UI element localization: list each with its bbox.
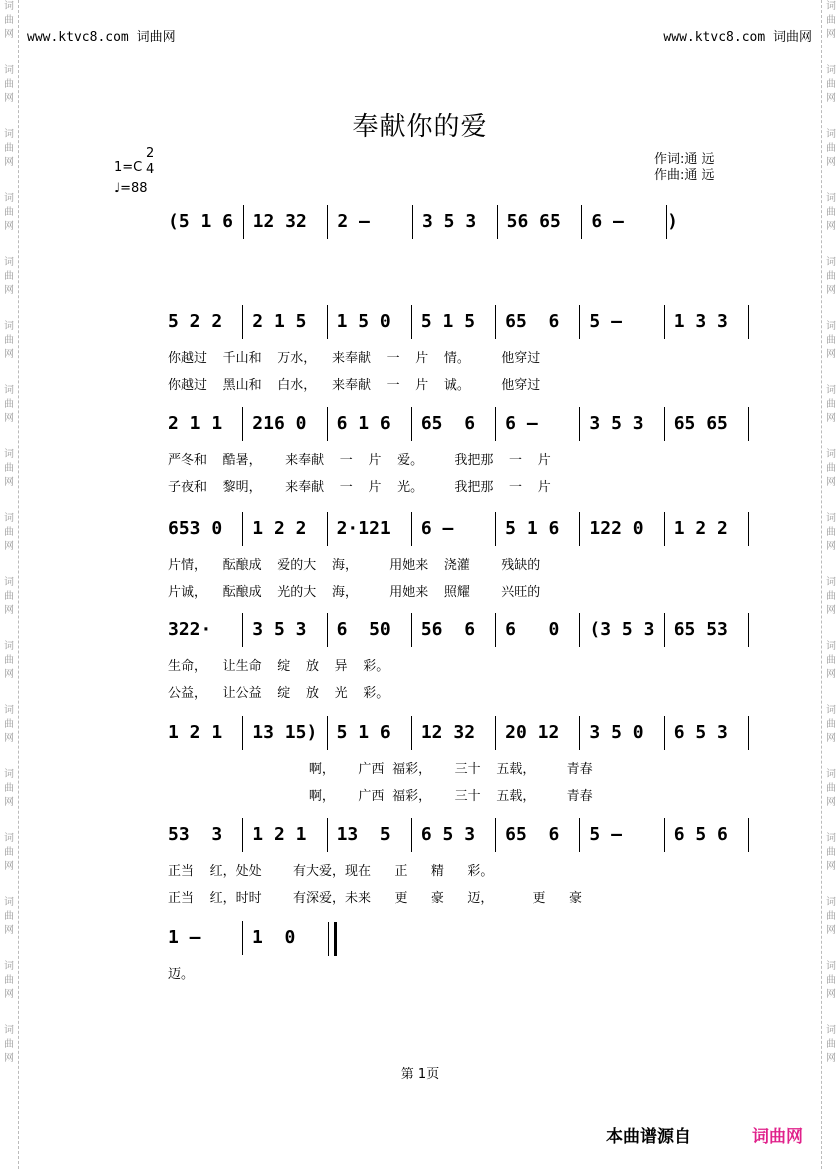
barline — [495, 407, 496, 441]
barline — [664, 818, 665, 852]
lyric-line: 迈。 — [168, 967, 195, 982]
barline — [327, 818, 328, 852]
lyric-line: 片情， 酝酿成 爱的大 海， 用她来 浇灌 残缺的 — [168, 558, 541, 573]
barline — [664, 716, 665, 750]
barline — [748, 512, 749, 546]
watermark-text: 词 曲 网 — [4, 577, 14, 616]
barline — [748, 613, 749, 647]
score-line — [160, 205, 760, 239]
lyric-line: 生命， 让生命 绽 放 异 彩。 — [168, 659, 390, 674]
barline — [242, 921, 243, 955]
barline — [579, 512, 580, 546]
watermark-text: 词 曲 网 — [4, 769, 14, 808]
measure: 1 – — [168, 927, 201, 948]
barline — [666, 205, 667, 239]
barline — [579, 716, 580, 750]
watermark-text: 词 曲 网 — [826, 705, 836, 744]
measure: 322· — [168, 619, 212, 640]
watermark-text: 词 曲 网 — [826, 833, 836, 872]
measure: 13 5 — [336, 824, 391, 845]
barline — [664, 512, 665, 546]
measure: 1 5 0 — [336, 311, 391, 332]
measure: 6 – ) — [591, 211, 679, 232]
lyric-line: 严冬和 酷暑， 来奉献 一 片 爱。 我把那 一 片 — [168, 453, 551, 468]
measure: 5 1 6 — [505, 518, 560, 539]
lyric-line: 你越过 黑山和 白水， 来奉献 一 片 诚。 他穿过 — [168, 378, 541, 393]
tempo-value: =88 — [120, 181, 148, 196]
barline — [327, 305, 328, 339]
barline — [242, 305, 243, 339]
time-signature — [146, 146, 154, 178]
measure: 6 1 6 — [336, 413, 391, 434]
measure: 5 1 6 — [336, 722, 391, 743]
barline — [242, 512, 243, 546]
measure: 6 – — [505, 413, 538, 434]
watermark-text: 词 曲 网 — [826, 769, 836, 808]
measure: 65 6 — [505, 824, 560, 845]
watermark-text: 词 曲 网 — [826, 449, 836, 488]
measure: 3 5 0 — [589, 722, 644, 743]
watermark-text: 词 曲 网 — [826, 129, 836, 168]
watermark-text: 词 曲 网 — [826, 513, 836, 552]
composer: 作曲:通 远 — [654, 168, 715, 183]
watermark-text: 词 曲 网 — [4, 961, 14, 1000]
watermark-text: 词 曲 网 — [826, 193, 836, 232]
watermark-text: 词 曲 网 — [4, 129, 14, 168]
measure: 2 1 5 — [252, 311, 307, 332]
barline — [495, 305, 496, 339]
quarter-note-icon: ♩ — [114, 181, 121, 196]
lyricist: 作词:通 远 — [654, 152, 715, 167]
score-line — [160, 407, 760, 441]
score-line — [160, 921, 760, 955]
watermark-text: 词 曲 网 — [826, 257, 836, 296]
source-brand[interactable]: 词曲网 — [752, 1127, 803, 1147]
page-number: 第 1页 — [400, 1067, 440, 1082]
measure: 2 1 1 — [168, 413, 223, 434]
watermark-text: 词 曲 网 — [4, 65, 14, 104]
barline — [495, 716, 496, 750]
barline — [411, 305, 412, 339]
score-line — [160, 818, 760, 852]
measure: 65 6 — [505, 311, 560, 332]
barline — [411, 818, 412, 852]
watermark-text: 词 曲 网 — [4, 897, 14, 936]
song-title: 奉献你的爱 — [352, 112, 488, 142]
barline — [748, 716, 749, 750]
barline — [579, 818, 580, 852]
barline — [411, 407, 412, 441]
barline — [242, 716, 243, 750]
watermark-text: 词 曲 网 — [4, 449, 14, 488]
measure: 5 – — [589, 824, 622, 845]
time-bottom: 4 — [146, 162, 155, 177]
measure: 6 5 3 — [673, 722, 728, 743]
barline — [495, 512, 496, 546]
lyric-line: 片诚， 酝酿成 光的大 海， 用她来 照耀 兴旺的 — [168, 585, 541, 600]
measure: 3 5 3 — [422, 211, 477, 232]
barline — [579, 613, 580, 647]
barline — [327, 716, 328, 750]
watermark-text: 词 曲 网 — [826, 321, 836, 360]
watermark-text: 词 曲 网 — [4, 833, 14, 872]
measure: (5 1 6 — [168, 211, 234, 232]
watermark-text: 词 曲 网 — [4, 641, 14, 680]
watermark-text: 词 曲 网 — [826, 1, 836, 40]
measure: 13 15) — [252, 722, 318, 743]
measure: 6 – — [420, 518, 454, 539]
measure: 1 0 — [252, 927, 296, 948]
left-watermark-strip — [0, 0, 19, 1169]
measure: 216 0 — [252, 413, 307, 434]
lyric-line: 正当 红，处处 有大爱，现在 正 精 彩。 — [168, 864, 494, 879]
watermark-text: 词 曲 网 — [4, 321, 14, 360]
barline — [411, 512, 412, 546]
measure: 1 3 3 — [673, 311, 728, 332]
barline — [495, 613, 496, 647]
score-line — [160, 305, 760, 339]
measure: 12 32 — [252, 211, 307, 232]
lyric-line: 你越过 千山和 万水， 来奉献 一 片 情。 他穿过 — [168, 351, 541, 366]
measure: 5 1 5 — [420, 311, 476, 332]
barline — [327, 205, 328, 239]
lyric-line: 正当 红，时时 有深爱，未来 更 豪 迈， 更 豪 — [168, 891, 583, 906]
watermark-text: 词 曲 网 — [826, 385, 836, 424]
time-top: 2 — [146, 146, 155, 161]
watermark-text: 词 曲 网 — [826, 577, 836, 616]
barline — [579, 305, 580, 339]
measure: 2 – — [337, 211, 370, 232]
barline — [243, 205, 244, 239]
measure: 6 0 — [505, 619, 560, 640]
barline — [748, 818, 749, 852]
watermark-text: 词 曲 网 — [4, 1, 14, 40]
barline — [327, 512, 328, 546]
measure: 65 53 — [673, 619, 728, 640]
watermark-text: 词 曲 网 — [4, 705, 14, 744]
lyric-line: 子夜和 黎明， 来奉献 一 片 光。 我把那 一 片 — [168, 480, 551, 495]
score-line — [160, 716, 760, 750]
measure: 3 5 3 — [252, 619, 307, 640]
barline — [327, 613, 328, 647]
watermark-text: 词 曲 网 — [4, 513, 14, 552]
final-barline — [328, 922, 337, 956]
measure: 56 6 — [420, 619, 476, 640]
barline — [581, 205, 582, 239]
barline — [411, 716, 412, 750]
measure: 12 32 — [420, 722, 476, 743]
barline — [242, 818, 243, 852]
measure: 20 12 — [505, 722, 560, 743]
barline — [748, 407, 749, 441]
watermark-text: 词 曲 网 — [826, 1025, 836, 1064]
measure: 6 5 6 — [673, 824, 728, 845]
barline — [242, 407, 243, 441]
credits — [654, 152, 715, 184]
measure: 6 5 3 — [420, 824, 476, 845]
watermark-text: 词 曲 网 — [4, 193, 14, 232]
measure: (3 5 3 — [589, 619, 655, 640]
measure: 653 0 — [168, 518, 223, 539]
barline — [579, 407, 580, 441]
measure: 1 2 2 — [252, 518, 307, 539]
key-signature: 1=C — [114, 160, 143, 175]
score-line — [160, 613, 760, 647]
measure: 65 65 — [673, 413, 728, 434]
lyric-line: 公益， 让公益 绽 放 光 彩。 — [168, 686, 390, 701]
watermark-text: 词 曲 网 — [826, 65, 836, 104]
measure: 6 50 — [336, 619, 391, 640]
barline — [664, 407, 665, 441]
tempo-marking — [114, 181, 148, 196]
measure: 65 6 — [420, 413, 476, 434]
measure: 56 65 — [506, 211, 561, 232]
watermark-text: 词 曲 网 — [4, 257, 14, 296]
barline — [242, 613, 243, 647]
barline — [327, 407, 328, 441]
lyric-line: 啊， 广西 福彩， 三十 五载， 青春 — [168, 789, 593, 804]
header-site-right[interactable]: www.ktvc8.com 词曲网 — [663, 30, 812, 45]
source-label: 本曲谱源自 — [606, 1127, 691, 1147]
barline — [412, 205, 413, 239]
measure: 5 – — [589, 311, 622, 332]
measure: 5 2 2 — [168, 311, 223, 332]
measure: 53 3 — [168, 824, 223, 845]
barline — [497, 205, 498, 239]
barline — [664, 305, 665, 339]
barline — [411, 613, 412, 647]
barline — [664, 613, 665, 647]
measure: 1 2 1 — [252, 824, 307, 845]
watermark-text: 词 曲 网 — [826, 897, 836, 936]
measure: 122 0 — [589, 518, 644, 539]
header-site-left[interactable]: www.ktvc8.com 词曲网 — [27, 30, 176, 45]
measure: 3 5 3 — [589, 413, 644, 434]
lyric-line: 啊， 广西 福彩， 三十 五载， 青春 — [168, 762, 593, 777]
right-watermark-strip — [821, 0, 840, 1169]
watermark-text: 词 曲 网 — [4, 1025, 14, 1064]
measure: 1 2 2 — [673, 518, 728, 539]
measure: 2·121 — [336, 518, 391, 539]
score-line — [160, 512, 760, 546]
barline — [748, 305, 749, 339]
watermark-text: 词 曲 网 — [826, 641, 836, 680]
barline — [495, 818, 496, 852]
watermark-text: 词 曲 网 — [826, 961, 836, 1000]
measure: 1 2 1 — [168, 722, 223, 743]
watermark-text: 词 曲 网 — [4, 385, 14, 424]
